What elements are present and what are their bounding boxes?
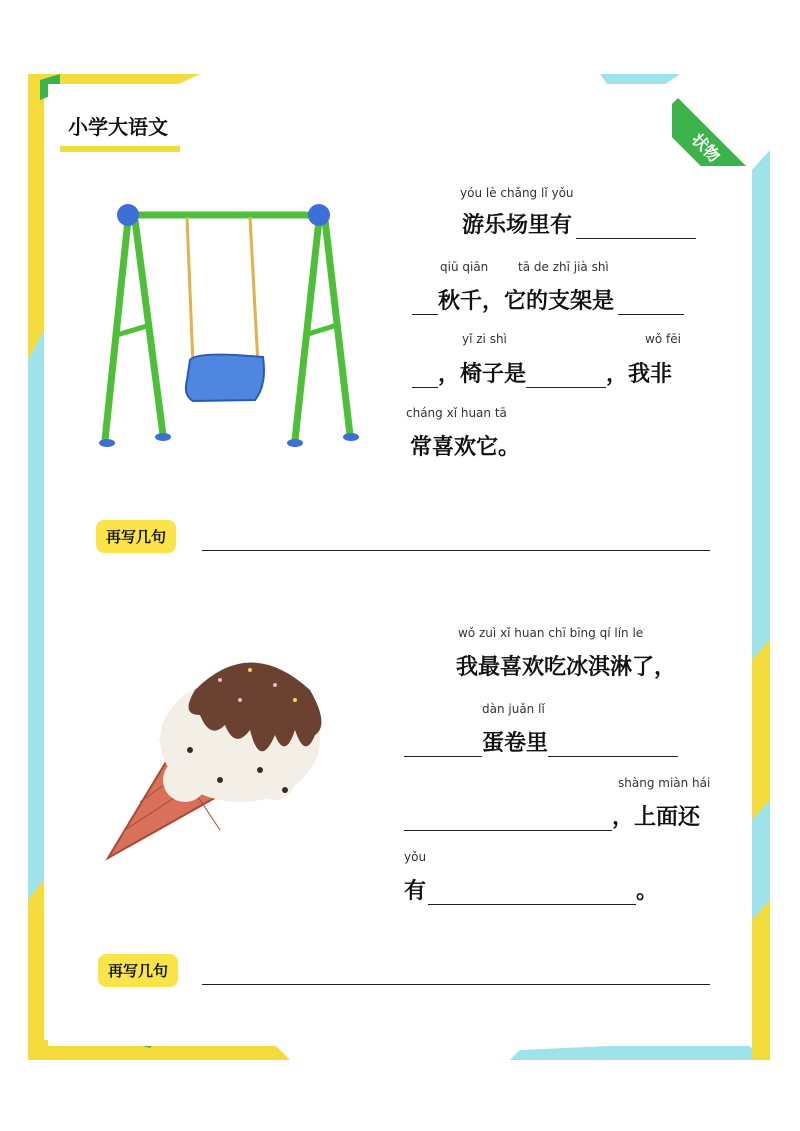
- sentence-line-8: [404, 874, 658, 905]
- sentence-line-5: 我最喜欢吃冰淇淋了，: [456, 655, 677, 680]
- fill-blank[interactable]: [548, 734, 678, 757]
- fill-blank[interactable]: [412, 365, 438, 388]
- corner-ribbon: [672, 80, 758, 166]
- pinyin-line-4: cháng xǐ huan tā: [406, 406, 507, 420]
- sentence-text: ，上面还: [612, 805, 701, 830]
- sentence-text: 秋千，它的支架是: [438, 289, 615, 314]
- pinyin-line-8: yǒu: [404, 850, 427, 864]
- ribbon-label: 状物: [672, 98, 756, 166]
- pinyin-line-2a: qiū qiān: [440, 260, 489, 274]
- sentence-text: 有: [404, 879, 427, 904]
- fill-blank[interactable]: [428, 882, 636, 905]
- pinyin-line-7: shàng miàn hái: [618, 776, 711, 790]
- ice-cream-illustration: [100, 630, 340, 870]
- sentence-line-6: [404, 726, 678, 757]
- pinyin-line-3b: wǒ fēi: [645, 332, 681, 346]
- pinyin-line-5: wǒ zuì xǐ huan chī bīng qí lín le: [458, 626, 644, 640]
- write-more-line[interactable]: [202, 984, 710, 985]
- sentence-line-3: [412, 357, 672, 388]
- write-more-tag: 再写几句: [98, 954, 178, 987]
- brand-label: 小学大语文: [60, 112, 180, 152]
- sentence-text: ，我非: [606, 362, 673, 387]
- pinyin-line-3a: yǐ zi shì: [462, 332, 507, 346]
- swing-illustration: [95, 195, 375, 465]
- sentence-line-2: [412, 284, 684, 315]
- sentence-line-1: [462, 208, 696, 239]
- pinyin-line-6: dàn juǎn lǐ: [482, 702, 545, 716]
- sentence-text: 蛋卷里: [482, 731, 549, 756]
- sentence-text: 游乐场里有: [462, 213, 573, 238]
- fill-blank[interactable]: [576, 216, 696, 239]
- sentence-line-4: 常喜欢它。: [410, 435, 521, 460]
- fill-blank[interactable]: [404, 808, 612, 831]
- write-more-tag: 再写几句: [96, 520, 176, 553]
- write-more-line[interactable]: [202, 550, 710, 551]
- fill-blank[interactable]: [618, 292, 684, 315]
- pinyin-line-1: yóu lè chǎng lǐ yǒu: [460, 186, 574, 200]
- fill-blank[interactable]: [526, 365, 606, 388]
- fill-blank[interactable]: [412, 292, 438, 315]
- sentence-text: ，椅子是: [438, 362, 527, 387]
- sentence-text: 。: [636, 879, 659, 904]
- sentence-line-7: [404, 800, 700, 831]
- pinyin-line-2b: tā de zhī jià shì: [518, 260, 609, 274]
- fill-blank[interactable]: [404, 734, 482, 757]
